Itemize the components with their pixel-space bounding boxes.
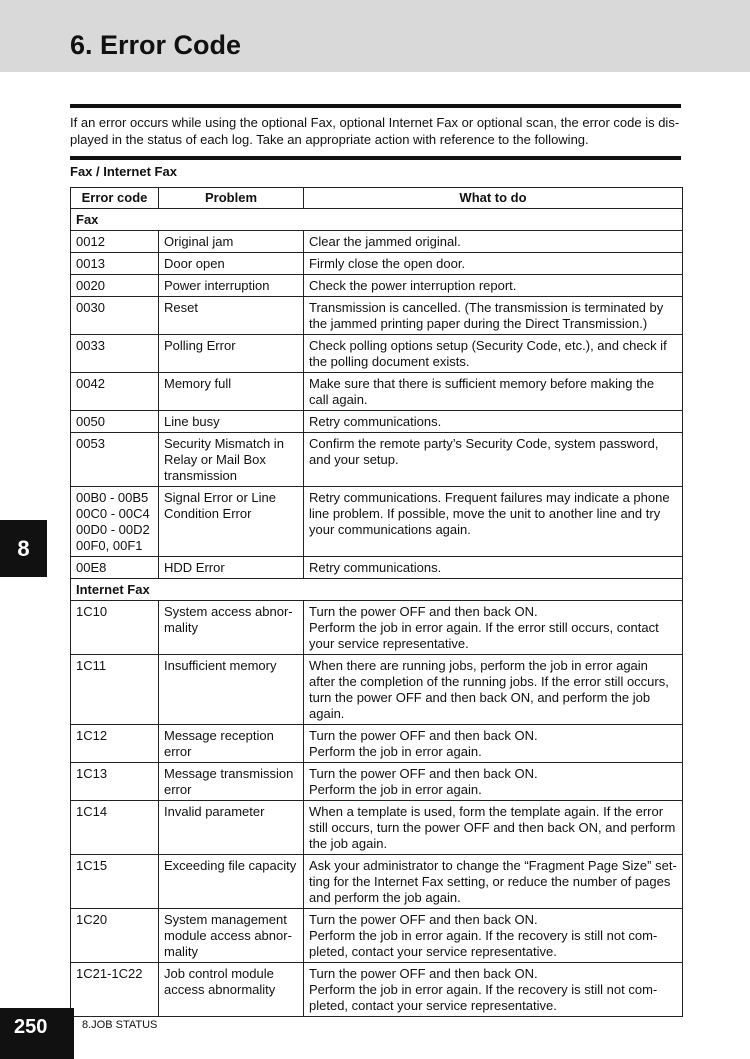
- action-cell: Turn the power OFF and then back ON. Perform the job in error again.: [304, 763, 683, 801]
- table-row: [71, 801, 683, 855]
- error-code-cell: 1C21-1C22: [71, 963, 159, 1017]
- problem-cell: Reset: [159, 297, 304, 335]
- problem-cell: Invalid parameter: [159, 801, 304, 855]
- error-code-cell: 0013: [71, 253, 159, 275]
- action-cell: Turn the power OFF and then back ON. Perform the job in error again. If the recovery is still not com-pleted, contact your service representative.: [304, 963, 683, 1017]
- page-number: 250: [14, 1016, 48, 1038]
- error-code-cell: 0053: [71, 433, 159, 487]
- action-cell: Ask your administrator to change the “Fragment Page Size” set-ting for the Internet Fax setting, or reduce the number of pages and perform the job again.: [304, 855, 683, 909]
- error-code-cell: 1C13: [71, 763, 159, 801]
- table-row: [71, 963, 683, 1017]
- action-cell: When there are running jobs, perform the job in error again after the completion of the running jobs. If the error still occurs, turn the power OFF and then back ON, and perform the job again.: [304, 655, 683, 725]
- table-row: [71, 231, 683, 253]
- error-code-cell: 00B0 - 00B5 00C0 - 00C4 00D0 - 00D2 00F0, 00F1: [71, 487, 159, 557]
- header-problem: Problem: [159, 188, 304, 209]
- table-row: [71, 253, 683, 275]
- action-cell: Make sure that there is sufficient memory before making the call again.: [304, 373, 683, 411]
- top-rule: [70, 104, 681, 108]
- action-cell: Retry communications.: [304, 557, 683, 579]
- table-row: [71, 909, 683, 963]
- table-row: [71, 763, 683, 801]
- problem-cell: Line busy: [159, 411, 304, 433]
- section-heading: Fax / Internet Fax: [70, 164, 177, 179]
- table-row: [71, 655, 683, 725]
- error-code-cell: 00E8: [71, 557, 159, 579]
- error-code-cell: 1C20: [71, 909, 159, 963]
- action-cell: Retry communications. Frequent failures may indicate a phone line problem. If possible, move the unit to another line and try your communications again.: [304, 487, 683, 557]
- problem-cell: Security Mismatch in Relay or Mail Box transmission: [159, 433, 304, 487]
- error-code-cell: 0020: [71, 275, 159, 297]
- footer-section-label: 8.JOB STATUS: [82, 1019, 158, 1031]
- page-title: 6. Error Code: [70, 30, 242, 60]
- page-number-box: [0, 1008, 74, 1059]
- group-label: Internet Fax: [71, 579, 683, 601]
- section-rule: [70, 156, 681, 160]
- group-row: [71, 579, 683, 601]
- problem-cell: Job control module access abnormality: [159, 963, 304, 1017]
- error-code-cell: 1C10: [71, 601, 159, 655]
- error-code-cell: 0050: [71, 411, 159, 433]
- problem-cell: Memory full: [159, 373, 304, 411]
- table-row: [71, 557, 683, 579]
- action-cell: Confirm the remote party’s Security Code, system password, and your setup.: [304, 433, 683, 487]
- error-code-cell: 0012: [71, 231, 159, 253]
- action-cell: Turn the power OFF and then back ON. Perform the job in error again. If the error still occurs, contact your service representative.: [304, 601, 683, 655]
- action-cell: When a template is used, form the template again. If the error still occurs, turn the power OFF and then back ON, and perform the job again.: [304, 801, 683, 855]
- table-row: [71, 275, 683, 297]
- problem-cell: Original jam: [159, 231, 304, 253]
- problem-cell: System management module access abnor-mality: [159, 909, 304, 963]
- chapter-tab: 8: [0, 520, 47, 577]
- table-row: [71, 297, 683, 335]
- table-row: [71, 855, 683, 909]
- error-code-cell: 0033: [71, 335, 159, 373]
- table-row: [71, 335, 683, 373]
- table-header-row: [71, 188, 683, 209]
- problem-cell: System access abnor-mality: [159, 601, 304, 655]
- action-cell: Retry communications.: [304, 411, 683, 433]
- problem-cell: Message transmission error: [159, 763, 304, 801]
- table-row: [71, 411, 683, 433]
- table-row: [71, 601, 683, 655]
- error-code-table: [70, 187, 683, 1017]
- action-cell: Check the power interruption report.: [304, 275, 683, 297]
- error-code-cell: 0030: [71, 297, 159, 335]
- action-cell: Check polling options setup (Security Code, etc.), and check if the polling document exists.: [304, 335, 683, 373]
- problem-cell: Polling Error: [159, 335, 304, 373]
- action-cell: Transmission is cancelled. (The transmission is terminated by the jammed printing paper during the Direct Transmission.): [304, 297, 683, 335]
- intro-paragraph: If an error occurs while using the optional Fax, optional Internet Fax or optional scan, the error code is dis-played in the status of each log. Take an appropriate action with reference to the following.: [70, 115, 680, 147]
- group-label: Fax: [71, 209, 683, 231]
- problem-cell: Door open: [159, 253, 304, 275]
- table-body: [71, 209, 683, 1017]
- problem-cell: Exceeding file capacity: [159, 855, 304, 909]
- error-code-cell: 1C15: [71, 855, 159, 909]
- action-cell: Firmly close the open door.: [304, 253, 683, 275]
- action-cell: Turn the power OFF and then back ON. Perform the job in error again.: [304, 725, 683, 763]
- table-row: [71, 725, 683, 763]
- error-code-cell: 1C12: [71, 725, 159, 763]
- problem-cell: HDD Error: [159, 557, 304, 579]
- action-cell: Turn the power OFF and then back ON. Perform the job in error again. If the recovery is still not com-pleted, contact your service representative.: [304, 909, 683, 963]
- problem-cell: Signal Error or Line Condition Error: [159, 487, 304, 557]
- table-row: [71, 373, 683, 411]
- group-row: [71, 209, 683, 231]
- header-error-code: Error code: [71, 188, 159, 209]
- header-what-to-do: What to do: [304, 188, 683, 209]
- problem-cell: Power interruption: [159, 275, 304, 297]
- action-cell: Clear the jammed original.: [304, 231, 683, 253]
- error-code-cell: 1C11: [71, 655, 159, 725]
- problem-cell: Insufficient memory: [159, 655, 304, 725]
- error-code-cell: 0042: [71, 373, 159, 411]
- error-code-cell: 1C14: [71, 801, 159, 855]
- table-row: [71, 487, 683, 557]
- table-row: [71, 433, 683, 487]
- problem-cell: Message reception error: [159, 725, 304, 763]
